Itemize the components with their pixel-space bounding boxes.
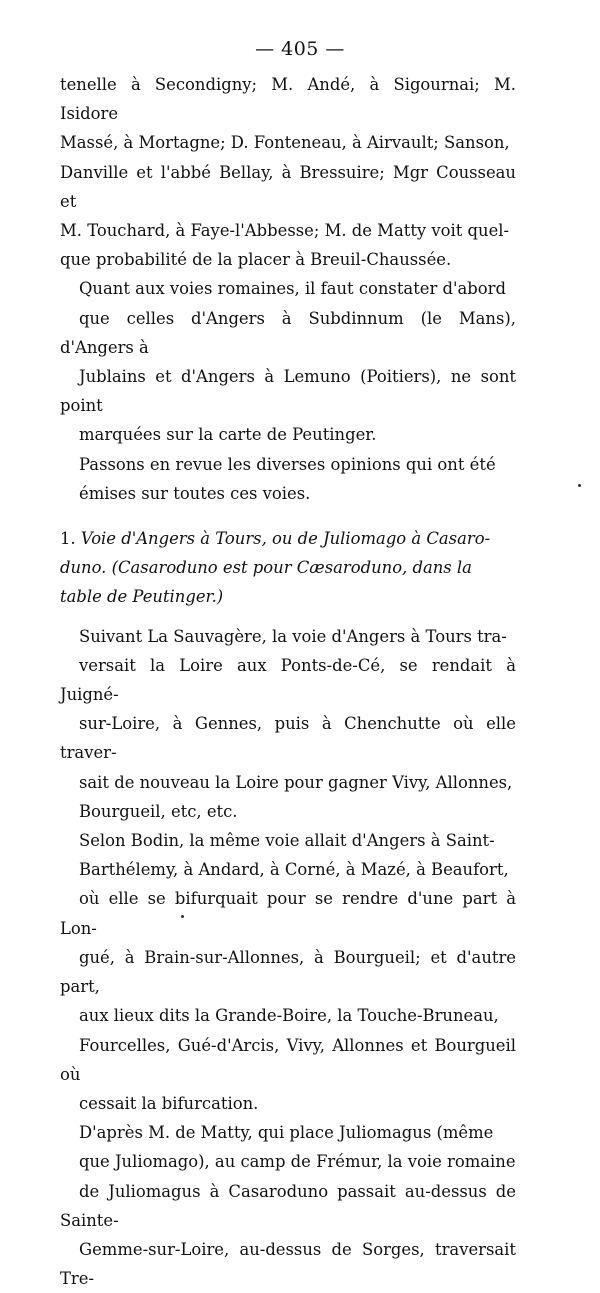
paragraph bbox=[60, 826, 516, 1118]
text-line: de Juliomagus à Casaroduno passait au-dessus de Sainte- bbox=[60, 1181, 516, 1230]
text-line: Bourgueil, etc, etc. bbox=[79, 801, 238, 821]
paragraph bbox=[60, 622, 516, 826]
text-line: que probabilité de la placer à Breuil-Chaussée. bbox=[60, 250, 452, 270]
text-line: Jublains et d'Angers à Lemuno (Poitiers), ne sont point bbox=[60, 367, 516, 416]
text-line: Gemme-sur-Loire, au-dessus de Sorges, traversait Tre- bbox=[60, 1239, 516, 1289]
text-line: Fourcelles, Gué-d'Arcis, Vivy, Allonnes et Bourgueil où bbox=[60, 1035, 516, 1084]
text-line: émises sur toutes ces voies. bbox=[79, 483, 311, 503]
text-line: Barthélemy, à Andard, à Corné, à Mazé, à Beaufort, bbox=[79, 860, 509, 880]
text-line: sait de nouveau la Loire pour gagner Vivy, Allonnes, bbox=[79, 772, 513, 792]
section-number: 1. bbox=[60, 529, 76, 549]
paragraph bbox=[60, 1118, 516, 1293]
text-line: Suivant La Sauvagère, la voie d'Angers à Tours tra- bbox=[79, 626, 507, 646]
text-line: que celles d'Angers à Subdinnum (le Mans), d'Angers à bbox=[60, 308, 516, 357]
heading-text: Voie d'Angers à Tours, ou de Juliomago à Casaro- bbox=[80, 529, 491, 549]
page-number-header: — 405 — bbox=[255, 38, 345, 60]
paragraph bbox=[60, 70, 516, 274]
body-text bbox=[60, 70, 516, 1293]
text-line: Quant aux voies romaines, il faut constater d'abord bbox=[79, 279, 506, 299]
text-line: Passons en revue les diverses opinions qui ont été bbox=[79, 454, 496, 474]
text-line: Danville et l'abbé Bellay, à Bressuire; Mgr Cousseau et bbox=[60, 162, 516, 211]
text-line: cessait la bifurcation. bbox=[79, 1093, 259, 1113]
heading-line bbox=[60, 524, 516, 553]
section-heading bbox=[60, 524, 516, 612]
heading-line: duno. (Casaroduno est pour Cæsaroduno, dans la bbox=[60, 558, 472, 578]
text-line: sur-Loire, à Gennes, puis à Chenchutte où elle traver- bbox=[60, 714, 516, 763]
text-line: gué, à Brain-sur-Allonnes, à Bourgueil; et d'autre part, bbox=[60, 947, 516, 997]
speck-mark bbox=[578, 484, 581, 487]
text-line: M. Touchard, à Faye-l'Abbesse; M. de Matty voit quel- bbox=[60, 221, 510, 241]
text-line: tenelle à Secondigny; M. Andé, à Sigournai; M. Isidore bbox=[60, 75, 516, 124]
text-line: où elle se bifurquait pour se rendre d'une part à Lon- bbox=[60, 889, 516, 938]
heading-line: table de Peutinger.) bbox=[60, 587, 224, 607]
text-line: aux lieux dits la Grande-Boire, la Touche-Bruneau, bbox=[79, 1006, 499, 1026]
text-line: Selon Bodin, la même voie allait d'Angers à Saint- bbox=[79, 831, 495, 851]
speck-mark bbox=[181, 915, 184, 918]
text-line: Massé, à Mortagne; D. Fonteneau, à Airvault; Sanson, bbox=[60, 133, 510, 153]
text-line: D'après M. de Matty, qui place Juliomagus (même bbox=[79, 1123, 494, 1143]
text-line: versait la Loire aux Ponts-de-Cé, se rendait à Juigné- bbox=[60, 655, 516, 705]
paragraph bbox=[60, 450, 516, 508]
text-line: que Juliomago), au camp de Frémur, la voie romaine bbox=[79, 1152, 516, 1172]
text-line: marquées sur la carte de Peutinger. bbox=[79, 425, 377, 445]
paragraph bbox=[60, 274, 516, 449]
